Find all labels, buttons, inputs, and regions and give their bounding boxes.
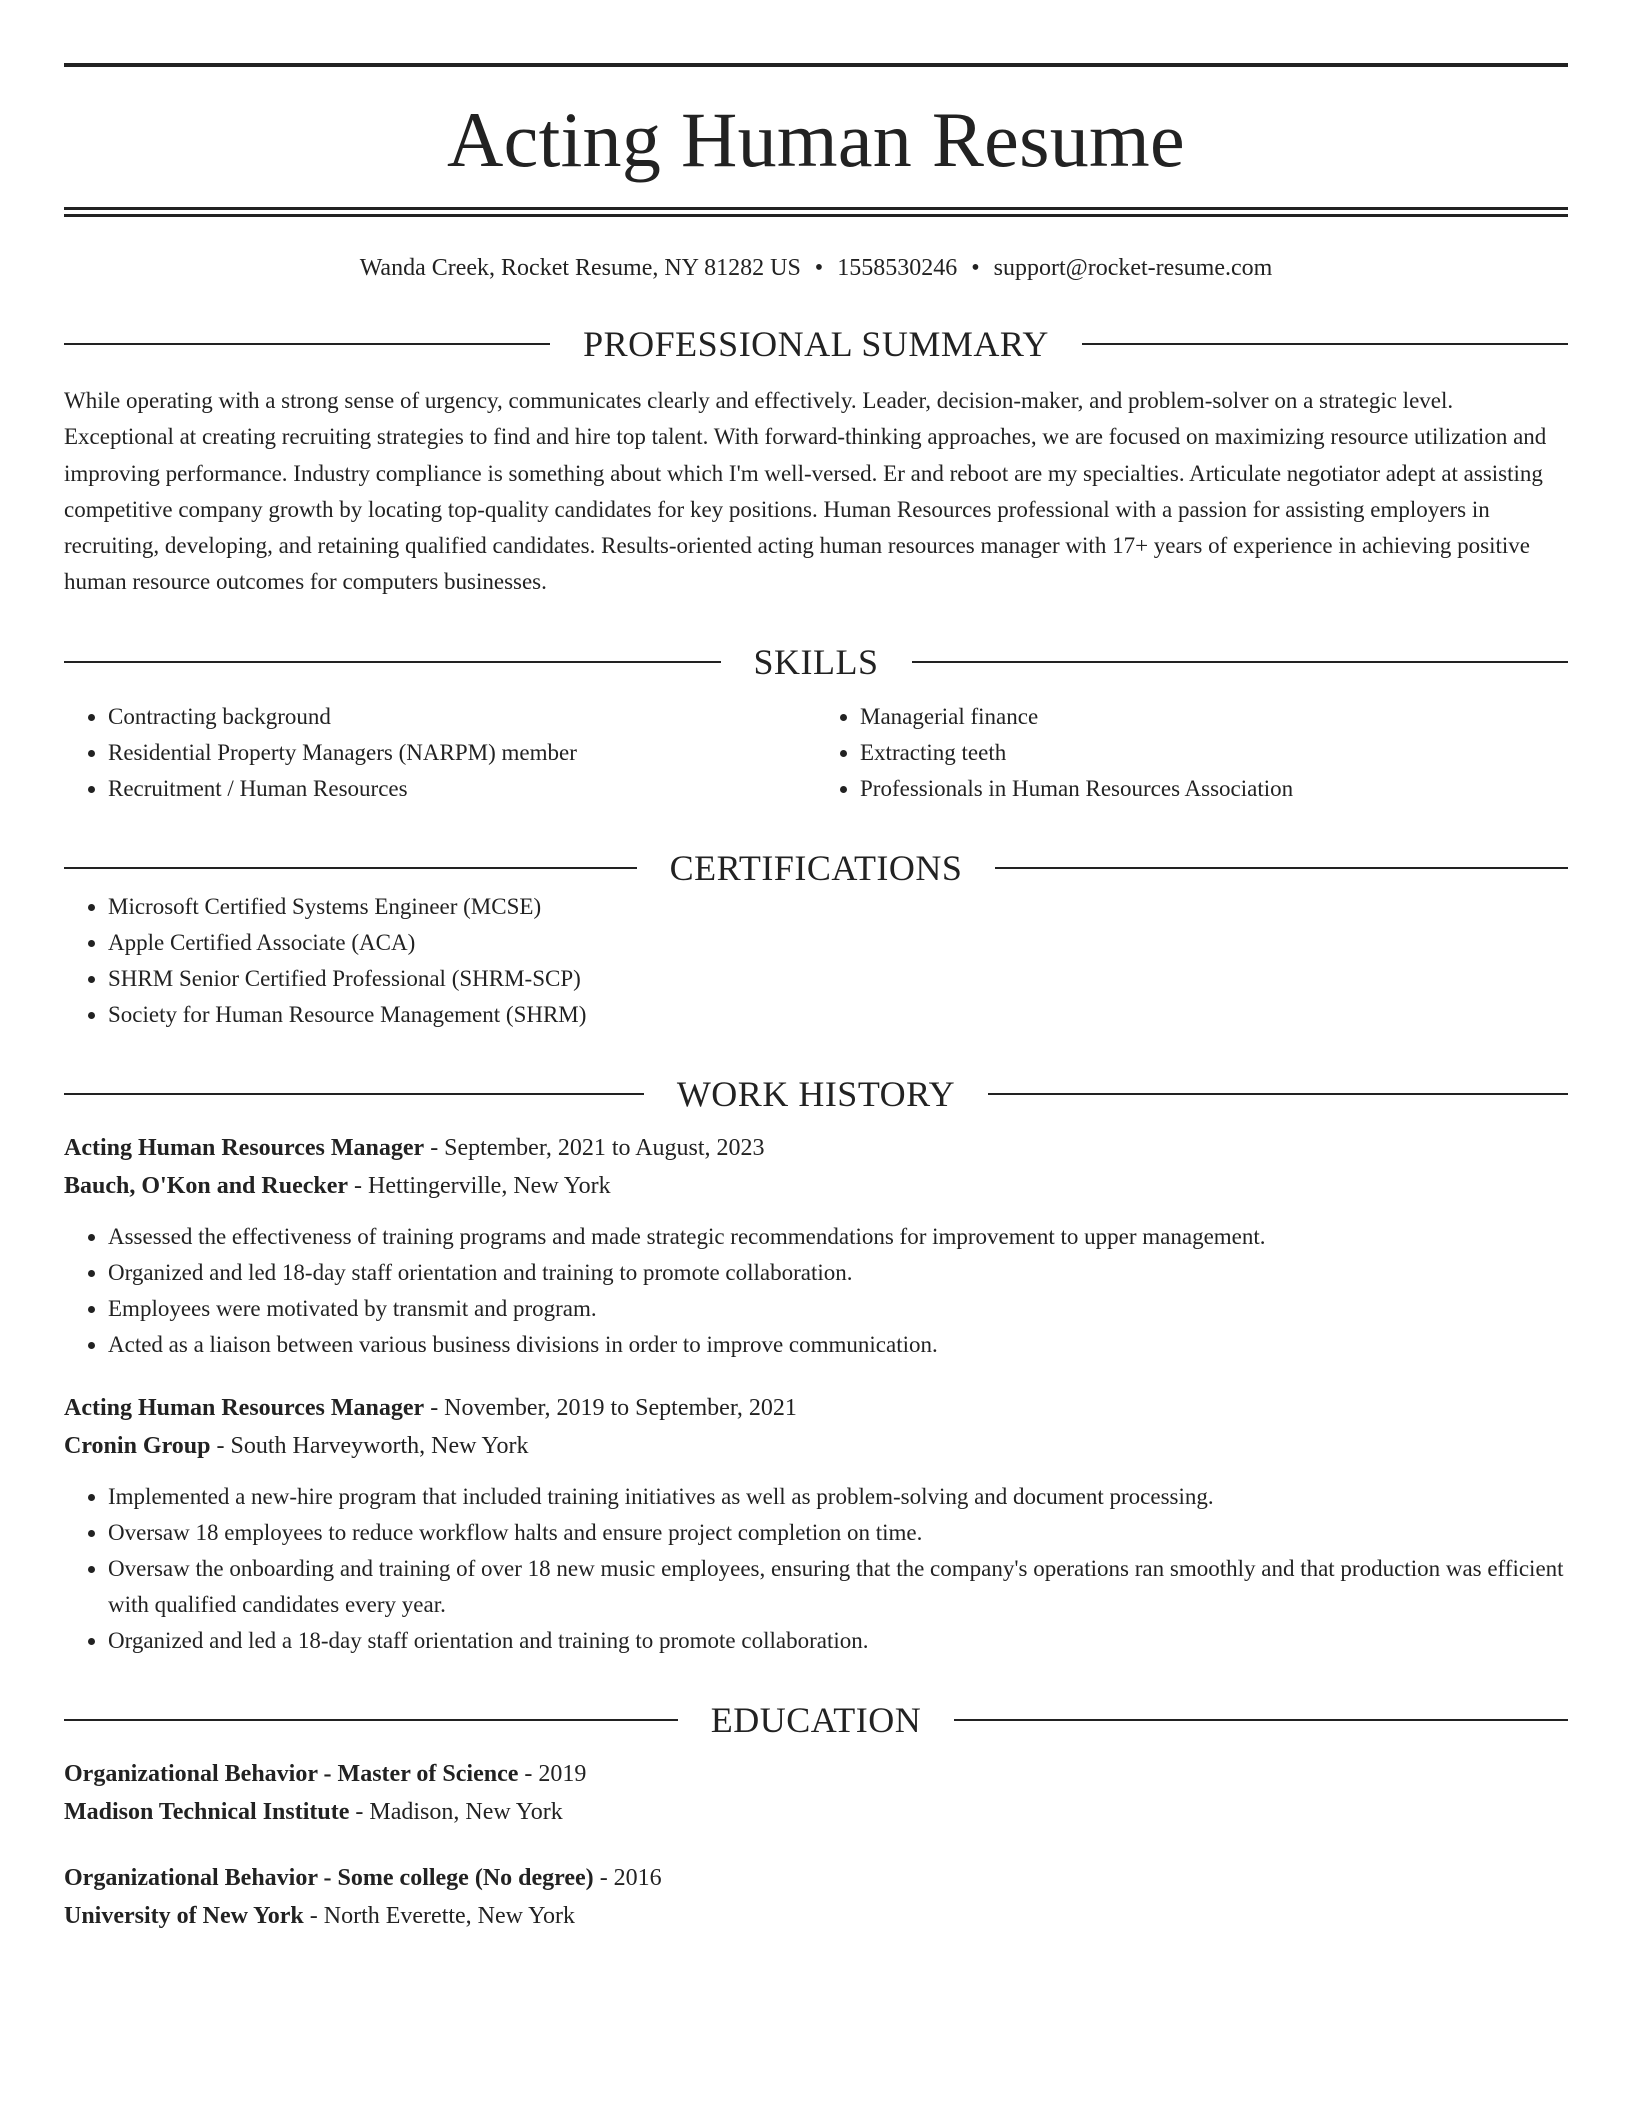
resume-title: Acting Human Resume (447, 96, 1185, 183)
education-degree-line (64, 1859, 1568, 1897)
skill-item: • Professionals in Human Resources Association (860, 771, 1568, 807)
heading-rule (912, 661, 1569, 663)
job-bullet: • Organized and led a 18-day staff orientation and training to promote collaboration. (108, 1623, 1568, 1659)
section-heading-summary (64, 323, 1568, 365)
education-year: - 2019 (518, 1760, 587, 1787)
job-company: Cronin Group (64, 1432, 211, 1459)
section-heading-work-history (64, 1073, 1568, 1115)
contact-phone: 1558530246 (837, 255, 958, 281)
heading-rule (64, 343, 550, 345)
job-location: - South Harveyworth, New York (210, 1432, 529, 1459)
resume-page (64, 0, 1568, 1935)
job-bullet: • Employees were motivated by transmit and program. (108, 1291, 1568, 1327)
education-year: - 2016 (593, 1864, 662, 1891)
job-bullets (64, 1219, 1568, 1363)
heading-rule (64, 867, 637, 869)
job-company-line (64, 1167, 1568, 1205)
summary-text: While operating with a strong sense of urgency, communicates clearly and effectively. Leader, decision-maker, and problem-solver on a strategic level. Exceptional at creating recruiting strategies to find and hire top talent. With forward-thinking approaches, we are focused on maximizing resource utilization and improving performance. Industry compliance is something about which I'm well-versed. Er and reboot are my specialties. Articulate negotiator adept at assisting competitive company growth by locating top-quality candidates for key positions. Human Resources professional with a passion for assisting employers in recruiting, developing, and retaining qualified candidates. Results-oriented acting human resources manager with 17+ years of experience in achieving positive human resource outcomes for computers businesses. (64, 388, 1547, 595)
skills-column-left (64, 699, 816, 807)
education-degree: Organizational Behavior - Master of Science (64, 1760, 519, 1787)
skill-item: • Contracting background (108, 699, 816, 735)
section-heading-certifications (64, 847, 1568, 889)
section-title: WORK HISTORY (676, 1073, 956, 1114)
education-degree-line (64, 1755, 1568, 1793)
top-rule (64, 63, 1568, 67)
section-title: SKILLS (753, 641, 879, 682)
heading-rule (988, 1093, 1568, 1095)
section-title: PROFESSIONAL SUMMARY (583, 324, 1049, 364)
heading-rule (64, 661, 721, 663)
job-bullets (64, 1479, 1568, 1659)
section-title: EDUCATION (710, 1699, 922, 1740)
certification-item: • SHRM Senior Certified Professional (SHRM-SCP) (108, 961, 1568, 997)
skill-item: • Residential Property Managers (NARPM) member (108, 735, 816, 771)
heading-rule (995, 867, 1568, 869)
job-entry (64, 1389, 1568, 1659)
job-company: Bauch, O'Kon and Ruecker (64, 1172, 349, 1199)
section-title: CERTIFICATIONS (669, 847, 963, 888)
job-dates: - September, 2021 to August, 2023 (424, 1134, 765, 1161)
job-title-line (64, 1129, 1568, 1167)
job-dates: - November, 2019 to September, 2021 (424, 1394, 797, 1421)
education-location: - Madison, New York (349, 1798, 563, 1825)
education-location: - North Everette, New York (303, 1902, 576, 1929)
heading-rule (954, 1719, 1568, 1721)
contact-separator: • (971, 255, 980, 281)
job-company-line (64, 1427, 1568, 1465)
skill-item: • Managerial finance (860, 699, 1568, 735)
education-school-line (64, 1793, 1568, 1831)
job-title-line (64, 1389, 1568, 1427)
education-entry (64, 1859, 1568, 1935)
job-bullet: • Organized and led 18-day staff orientation and training to promote collaboration. (108, 1255, 1568, 1291)
section-heading-education (64, 1699, 1568, 1741)
section-heading-skills (64, 641, 1568, 683)
job-location: - Hettingerville, New York (348, 1172, 611, 1199)
heading-rule (1082, 343, 1568, 345)
education-entry (64, 1755, 1568, 1831)
job-bullet: • Acted as a liaison between various business divisions in order to improve communication. (108, 1327, 1568, 1363)
job-bullet: • Oversaw 18 employees to reduce workflow halts and ensure project completion on time. (108, 1515, 1568, 1551)
skill-item: • Extracting teeth (860, 735, 1568, 771)
job-title: Acting Human Resources Manager (64, 1134, 425, 1161)
contact-separator: • (814, 255, 824, 281)
skills-list (64, 699, 1568, 807)
job-bullet: • Oversaw the onboarding and training of over 18 new music employees, ensuring that the company's operations ran smoothly and that production was efficient with qualified candidates every year. (108, 1551, 1568, 1623)
certifications-list (64, 889, 1568, 1033)
certification-item: • Microsoft Certified Systems Engineer (MCSE) (108, 889, 1568, 925)
certification-item: • Apple Certified Associate (ACA) (108, 925, 1568, 961)
heading-rule (64, 1093, 644, 1095)
education-school-line (64, 1897, 1568, 1935)
job-title: Acting Human Resources Manager (64, 1394, 425, 1421)
contact-line (64, 253, 1568, 283)
double-rule (64, 207, 1568, 217)
heading-rule (64, 1719, 678, 1721)
job-entry (64, 1129, 1568, 1363)
education-school: Madison Technical Institute (64, 1798, 350, 1825)
certification-item: • Society for Human Resource Management (SHRM) (108, 997, 1568, 1033)
skills-column-right (816, 699, 1568, 807)
skill-item: • Recruitment / Human Resources (108, 771, 816, 807)
education-school: University of New York (64, 1902, 304, 1929)
contact-address: Wanda Creek, Rocket Resume, NY 81282 US (359, 255, 801, 281)
contact-email: support@rocket-resume.com (993, 255, 1273, 281)
job-bullet: • Assessed the effectiveness of training programs and made strategic recommendations for improvement to upper management. (108, 1219, 1568, 1255)
job-bullet: • Implemented a new-hire program that included training initiatives as well as problem-solving and document processing. (108, 1479, 1568, 1515)
education-degree: Organizational Behavior - Some college (No degree) (64, 1864, 594, 1891)
